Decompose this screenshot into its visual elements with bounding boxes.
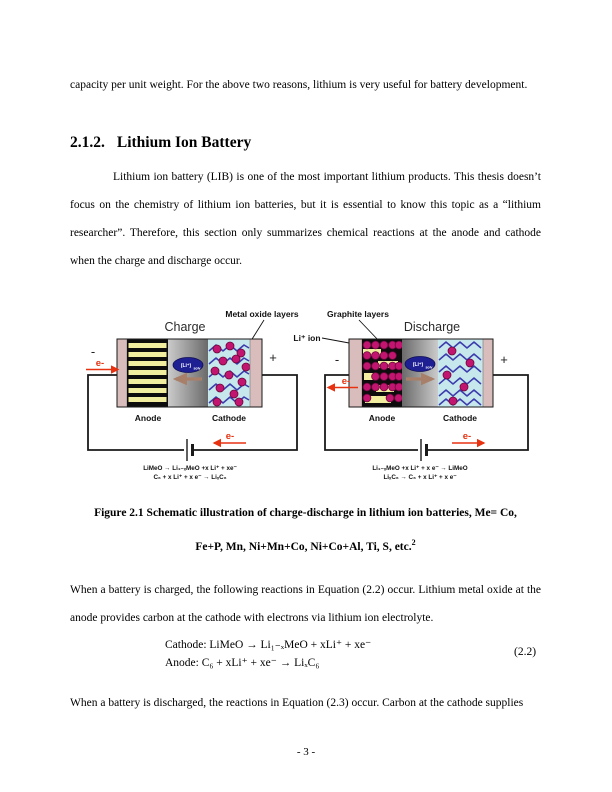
charge-title: Charge [164, 320, 206, 334]
discharge-minus-terminal: - [334, 352, 340, 367]
figure-2-1-schematic [60, 298, 540, 498]
charge-reaction-1: LiMeO → Li₁₋ₓMeO +x Li⁺ + xe⁻ [143, 465, 237, 472]
discharge-plus-terminal: + [500, 352, 508, 367]
figure-caption-line2: Fe+P, Mn, Ni+Mn+Co, Ni+Co+Al, Ti, S, etc. [195, 540, 412, 553]
figure-caption-line2-wrap [55, 528, 556, 562]
charge-electron-bottom-label: e- [225, 431, 235, 442]
figure-caption-line1: Figure 2.1 Schematic illustration of charge-discharge in lithium ion batteries, Me= Co, [94, 507, 517, 519]
paragraph-lib-intro: Lithium ion battery (LIB) is one of the most important lithium products. This thesis doesn’t focus on the chemistry of lithium ion batteries, but it is essential to know this topic as a “lithium researcher”. Therefore, this section only summarizes chemical reactions at the anode and cathode when the charge and discharge occur. [70, 171, 541, 267]
charge-solv-text: (Li⁺) [180, 363, 192, 369]
charge-left-current-collector [117, 339, 127, 407]
section-number: 2.1.2. [70, 134, 105, 151]
section-title: Lithium Ion Battery [116, 134, 252, 151]
discharge-electrolyte [402, 339, 438, 407]
discharge-reaction-2: LiₓC₆ → C₆ + x Li⁺ + x e⁻ [383, 474, 457, 481]
charge-anode-label: Anode [134, 413, 162, 423]
charge-electrolyte [168, 339, 208, 407]
paragraph-discharged: When a battery is discharged, the reactions in Equation (2.3) occur. Carbon at the cathode supplies [70, 697, 524, 709]
figure-caption-reference: 2 [411, 538, 416, 547]
charge-cathode-label: Cathode [212, 413, 246, 423]
discharge-cathode-label: Cathode [443, 413, 477, 423]
section-heading [70, 134, 251, 152]
discharge-solv-sub-text: solv [425, 365, 433, 370]
charge-cell [86, 320, 297, 481]
charge-right-current-collector [250, 339, 262, 407]
discharge-left-current-collector [349, 339, 362, 407]
discharge-reaction-1: Li₁₋ₓMeO +x Li⁺ + x e⁻ → LiMeO [372, 465, 468, 472]
discharge-title: Discharge [403, 320, 461, 334]
metal-oxide-layers-label: Metal oxide layers [225, 309, 299, 319]
charge-minus-terminal: - [90, 344, 96, 359]
equation-2-2-block [165, 637, 371, 672]
discharge-right-current-collector [483, 339, 493, 407]
equation-number: (2.2) [514, 646, 537, 658]
charge-plus-terminal: + [269, 350, 277, 365]
charge-electron-in-label: e- [95, 358, 105, 369]
li-ion-label: Li⁺ ion [293, 333, 321, 343]
paragraph-charged: When a battery is charged, the following reactions in Equation (2.2) occur. Lithium metal oxide at the anode provides carbon at the cathode with electrons via lithium ion electrolyte. [70, 584, 541, 624]
charge-reaction-2: C₆ + x Li⁺ + x e⁻ → LiₓC₆ [153, 474, 227, 481]
discharge-solv-text: (Li⁺) [412, 362, 424, 368]
charge-solv-sub-text: solv [193, 366, 201, 371]
discharge-electron-bottom-label: e- [462, 431, 472, 442]
page-number: - 3 - [296, 746, 316, 758]
graphite-layers-label: Graphite layers [327, 309, 389, 319]
figure-caption [55, 499, 556, 562]
equation-cathode-line: Cathode: LiMeO → Li₁₋ₓMeO + xLi⁺ + xe⁻ [165, 639, 372, 651]
intro-paragraph: capacity per unit weight. For the above two reasons, lithium is very useful for battery development. [70, 79, 528, 91]
discharge-cell [325, 320, 528, 481]
discharge-anode-label: Anode [368, 413, 396, 423]
equation-anode-line: Anode: C₆ + xLi⁺ + xe⁻ → LiₓC₆ [165, 656, 320, 669]
discharge-electron-out-label: e- [341, 376, 351, 387]
